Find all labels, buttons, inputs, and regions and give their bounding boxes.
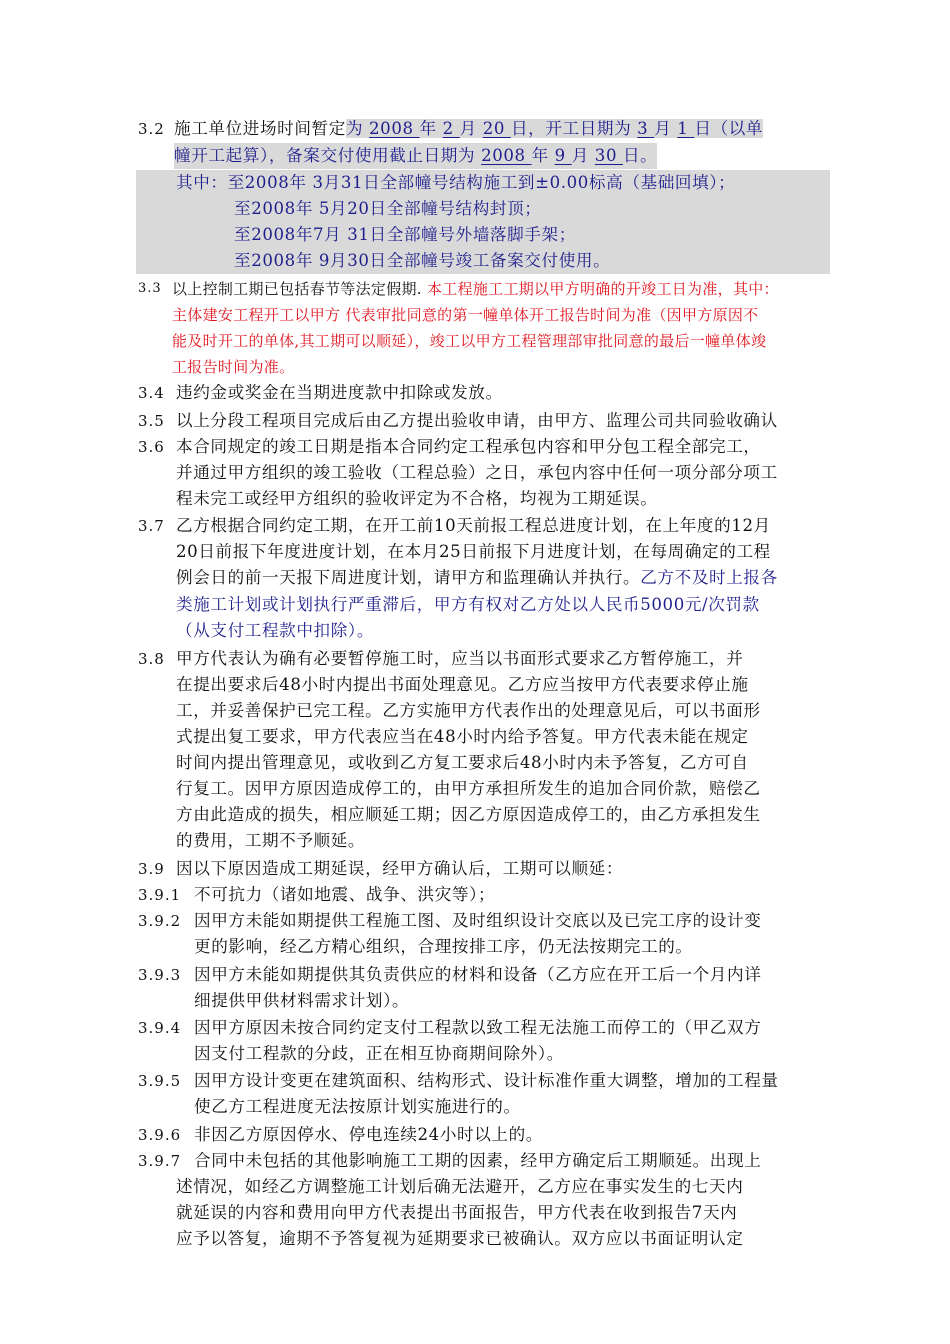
clause-3-9-5-line-2: 使乙方工程进度无法按原计划实施进行的。 [194, 1097, 521, 1116]
filled-blank: 3 [637, 119, 655, 138]
text: 年 [531, 146, 555, 165]
clause-3-7-line-4: 类施工计划或计划执行严重滞后，甲方有权对乙方处以人民币5000元/次罚款 [176, 595, 760, 614]
clause-3-2-milestone-3: 至2008年7月 31日全部幢号外墙落脚手架； [136, 222, 830, 248]
clause-3-7-line-5: （从支付工程款中扣除）。 [176, 621, 375, 640]
text: 为 [345, 119, 370, 138]
clause-3-9-5-line-1: 因甲方设计变更在建筑面积、结构形式、设计标准作重大调整，增加的工程量 [194, 1071, 779, 1090]
filled-blank: 20 [482, 119, 511, 138]
text: 施工单位进场时间暂定 [174, 119, 346, 138]
clause-number: 3.8 [138, 650, 165, 668]
clause-3-7-line-3 [176, 565, 778, 591]
clause-number: 3.9.5 [138, 1072, 182, 1090]
clause-3-8-line-5: 时间内提出管理意见，或收到乙方复工要求后48小时内未予答复，乙方可自 [176, 753, 749, 772]
clause-3-8-line-6: 行复工。因甲方原因造成停工的，由甲方承担所发生的追加合同价款，赔偿乙 [176, 779, 761, 798]
filled-blank: 1 [677, 119, 695, 138]
clause-3-6-line-1: 本合同规定的竣工日期是指本合同约定工程承包内容和甲分包工程全部完工， [176, 437, 761, 456]
filled-blank: 30 [594, 146, 623, 165]
highlighted-text [346, 119, 763, 138]
clause-3-9-2-line-2: 更的影响，经乙方精心组织，合理按排工序，仍无法按期完工的。 [194, 937, 693, 956]
clause-3-9-1-line-1: 不可抗力（诸如地震、战争、洪灾等）； [194, 885, 496, 904]
clause-3-9-7-line-4: 应予以答复，逾期不予答复视为延期要求已被确认。双方应以书面证明认定 [176, 1229, 744, 1248]
clause-3-7-line-1: 乙方根据合同约定工期，在开工前10天前报工程总进度计划，在上年度的12月 [176, 516, 771, 535]
clause-number: 3.9.3 [138, 966, 182, 984]
clause-3-2-milestone-2: 至2008年 5月20日全部幢号结构封顶； [136, 196, 830, 222]
clause-number: 3.9.7 [138, 1152, 182, 1170]
red-text: 本工程施工工期以甲方明确的开竣工日为准，其中： [426, 280, 779, 298]
text: 日。 [622, 146, 658, 165]
clause-3-8-line-4: 式提出复工要求，甲方代表应当在48小时内给予答复。甲方代表未能在规定 [176, 727, 749, 746]
clause-3-6-line-3: 程未完工或经甲方组织的验收评定为不合格，均视为工期延误。 [176, 489, 658, 508]
clause-number: 3.6 [138, 438, 165, 456]
text: 幢开工起算），备案交付使用截止日期为 [174, 146, 482, 165]
clause-3-9-7-line-2: 述情况，如经乙方调整施工计划后确无法避开，乙方应在事实发生的七天内 [176, 1177, 744, 1196]
clause-number: 3.7 [138, 517, 165, 535]
clause-3-9-4-line-2: 因支付工程款的分歧，正在相互协商期间除外）。 [194, 1044, 564, 1063]
clause-number: 3.9.4 [138, 1019, 182, 1037]
clause-3-8-line-1: 甲方代表认为确有必要暂停施工时，应当以书面形式要求乙方暂停施工，并 [176, 649, 744, 668]
text: 日，开工日期为 [510, 119, 638, 138]
clause-3-8-line-3: 工，并妥善保护已完工程。乙方实施甲方代表作出的处理意见后，可以书面形 [176, 701, 761, 720]
clause-3-8-line-8: 的费用，工期不予顺延。 [176, 831, 366, 850]
clause-3-3-line-4: 工报告时间为准。 [172, 358, 295, 376]
text: 月 [459, 119, 483, 138]
clause-3-9-2-line-1: 因甲方未能如期提供工程施工图、及时组织设计交底以及已完工序的设计变 [194, 911, 762, 930]
clause-3-9-3-line-1: 因甲方未能如期提供其负责供应的材料和设备（乙方应在开工后一个月内详 [194, 965, 762, 984]
clause-3-9-line-1: 因以下原因造成工期延误，经甲方确认后，工期可以顺延： [176, 859, 624, 878]
clause-number: 3.9 [138, 860, 165, 878]
clause-3-2-milestone-4: 至2008年 9月30日全部幢号竣工备案交付使用。 [136, 248, 830, 274]
text: 年 [419, 119, 443, 138]
text: 月 [654, 119, 678, 138]
filled-blank: 2 [442, 119, 460, 138]
clause-3-3-line-3: 能及时开工的单体,其工期可以顺延），竣工以甲方工程管理部审批同意的最后一幢单体竣 [172, 332, 767, 350]
text: 月 [571, 146, 595, 165]
clause-3-8-line-7: 方由此造成的损失，相应顺延工期；因乙方原因造成停工的，由乙方承担发生 [176, 805, 761, 824]
clause-number: 3.5 [138, 412, 165, 430]
clause-3-9-3-line-2: 细提供甲供材料需求计划）。 [194, 991, 410, 1010]
clause-3-2-milestone-1: 其中：至2008年 3月31日全部幢号结构施工到±0.00标高（基础回填）； [136, 170, 830, 196]
clause-3-8-line-2: 在提出要求后48小时内提出书面处理意见。乙方应当按甲方代表要求停止施 [176, 675, 749, 694]
clause-3-7-line-2: 20日前报下年度进度计划，在本月25日前报下月进度计划，在每周确定的工程 [176, 542, 771, 561]
clause-number: 3.9.6 [138, 1126, 182, 1144]
blue-text: 乙方不及时上报各 [640, 568, 778, 587]
clause-number: 3.2 [138, 120, 165, 138]
clause-number: 3.3 [138, 281, 162, 296]
clause-number: 3.9.2 [138, 912, 182, 930]
filled-blank: 2008 [369, 119, 420, 138]
clause-3-4-line-1: 违约金或奖金在当期进度款中扣除或发放。 [176, 383, 503, 402]
clause-3-9-4-line-1: 因甲方原因未按合同约定支付工程款以致工程无法施工而停工的（甲乙双方 [194, 1018, 762, 1037]
text: 日（以单 [694, 119, 764, 138]
clause-3-3-line-1 [172, 276, 779, 302]
clause-3-6-line-2: 并通过甲方组织的竣工验收（工程总验）之日，承包内容中任何一项分部分项工 [176, 463, 778, 482]
text: 以上控制工期已包括春节等法定假期. [172, 280, 422, 298]
filled-blank: 2008 [481, 146, 532, 165]
clause-3-9-7-line-1: 合同中未包括的其他影响施工工期的因素，经甲方确定后工期顺延。出现上 [194, 1151, 762, 1170]
clause-3-3-line-2: 主体建安工程开工以甲方 代表审批同意的第一幢单体开工报告时间为准（因甲方原因不 [172, 306, 759, 324]
clause-number: 3.4 [138, 384, 165, 402]
clause-3-9-7-line-3: 就延误的内容和费用向甲方代表提出书面报告，甲方代表在收到报告7天内 [176, 1203, 738, 1222]
filled-blank: 9 [554, 146, 572, 165]
text: 例会日的前一天报下周进度计划，请甲方和监理确认并执行。 [176, 568, 641, 587]
clause-3-5-line-1: 以上分段工程项目完成后由乙方提出验收申请，由甲方、监理公司共同验收确认 [176, 411, 778, 430]
clause-3-2-line-2 [174, 143, 657, 169]
clause-3-2-line-1 [174, 116, 763, 142]
clause-3-9-6-line-1: 非因乙方原因停水、停电连续24小时以上的。 [194, 1125, 543, 1144]
clause-number: 3.9.1 [138, 886, 182, 904]
